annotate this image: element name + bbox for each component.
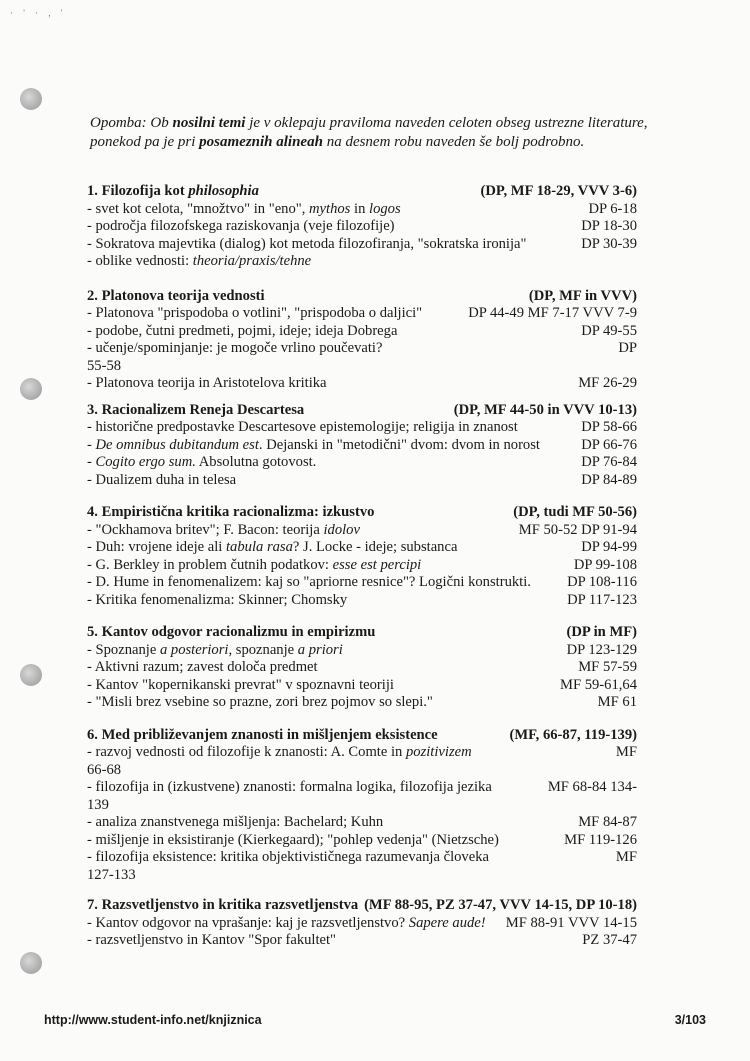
item-text-run: - Spoznanje bbox=[87, 641, 160, 658]
list-item bbox=[87, 832, 639, 850]
section-7 bbox=[87, 897, 639, 950]
list-item bbox=[87, 642, 639, 660]
item-text-run: - "Misli brez vsebine so prazne, zori brez pojmov so slepi." bbox=[87, 694, 433, 710]
section-literature-ref: (MF 88-95, PZ 37-47, VVV 14-15, DP 10-18) bbox=[364, 897, 637, 913]
section-heading bbox=[87, 402, 639, 420]
item-text-run: - "Ockhamova britev"; F. Bacon: teorija bbox=[87, 521, 324, 538]
item-text bbox=[87, 305, 422, 323]
item-page-ref: MF 59-61,64 bbox=[559, 676, 637, 693]
list-item bbox=[87, 472, 639, 490]
list-item bbox=[87, 694, 639, 712]
list-item bbox=[87, 305, 639, 323]
punch-hole bbox=[20, 664, 42, 686]
item-page-ref: MF 119-126 bbox=[564, 831, 637, 848]
note-text: je v oklepaju praviloma naveden celoten obseg ustrezne literature, ponekod pa je pri bbox=[90, 115, 648, 150]
item-text bbox=[87, 437, 540, 455]
item-text-run: - Platonova teorija in Aristotelova kritika bbox=[87, 375, 327, 391]
item-page-ref: MF bbox=[615, 744, 637, 760]
item-text-run: , spoznanje bbox=[228, 641, 298, 658]
item-text bbox=[87, 557, 421, 575]
item-text-run: - Kritika fenomenalizma: Skinner; Chomsky bbox=[87, 591, 348, 608]
note-paragraph bbox=[90, 114, 650, 152]
section-heading bbox=[87, 183, 639, 201]
item-page-ref: PZ 37-47 bbox=[582, 932, 637, 948]
item-text-run: - Kantov odgovor na vprašanje: kaj je razsvetljenstvo? bbox=[87, 914, 409, 931]
item-text-run: - področja filozofskega raziskovanja (veje filozofije) bbox=[87, 218, 395, 234]
item-text bbox=[87, 642, 343, 660]
section-heading bbox=[87, 624, 639, 642]
title-text: 7. Razsvetljenstvo in kritika razsvetljenstva bbox=[87, 897, 359, 913]
item-text-run: - razsvetljenstvo in Kantov "Spor fakultet" bbox=[87, 932, 337, 948]
item-text bbox=[87, 915, 486, 933]
item-text bbox=[87, 236, 526, 254]
section-heading bbox=[87, 504, 639, 522]
item-page-ref: DP 18-30 bbox=[581, 218, 637, 234]
item-text-run: - bbox=[87, 454, 96, 470]
item-text-run: a posteriori bbox=[159, 641, 229, 658]
item-page-ref: MF 50-52 DP 91-94 bbox=[518, 521, 637, 538]
item-text-run: - Dualizem duha in telesa bbox=[87, 471, 237, 488]
item-text bbox=[87, 849, 489, 867]
item-text bbox=[87, 659, 318, 677]
item-text-run: - historične predpostavke Descartesove epistemologije; religija in znanost bbox=[87, 419, 518, 435]
item-text-run: idolov bbox=[323, 521, 360, 538]
item-text-run: ? J. Locke - ideje; substanca bbox=[292, 539, 458, 555]
item-text-run: - razvoj vednosti od filozofije k znanosti: A. Comte in bbox=[87, 744, 406, 760]
item-text-run: logos bbox=[369, 200, 401, 217]
section-title bbox=[87, 727, 438, 745]
item-text-run: Cogito ergo sum. bbox=[95, 454, 196, 470]
item-text-run: - filozofija eksistence: kritika objektivističnega razumevanja človeka bbox=[87, 849, 489, 865]
section-literature-ref: (DP, MF in VVV) bbox=[528, 287, 637, 304]
section-literature-ref: (MF, 66-87, 119-139) bbox=[509, 726, 637, 743]
item-text-run: - D. Hume in fenomenalizem: kaj so "apriorne resnice"? Logični konstrukti. bbox=[87, 574, 531, 590]
item-text-run: - Kantov "kopernikanski prevrat" v spoznavni teoriji bbox=[87, 676, 394, 693]
list-item bbox=[87, 932, 639, 950]
item-page-ref: DP 58-66 bbox=[581, 419, 637, 435]
item-text-run: - Aktivni razum; zavest določa predmet bbox=[87, 659, 318, 675]
item-page-ref: DP 44-49 MF 7-17 VVV 7-9 bbox=[468, 305, 637, 321]
note-text: nosilni temi bbox=[172, 115, 246, 131]
item-page-ref: MF 68-84 134- bbox=[547, 779, 637, 795]
list-item bbox=[87, 574, 639, 592]
item-text-run: pozitivizem bbox=[405, 744, 472, 760]
item-text-run: a priori bbox=[297, 641, 343, 658]
item-text-run: theoria/praxis/tehne bbox=[192, 253, 312, 269]
list-item bbox=[87, 557, 639, 575]
section-literature-ref: (DP in MF) bbox=[566, 624, 637, 640]
list-item bbox=[87, 419, 639, 437]
note-text: Opomba: Ob bbox=[90, 115, 173, 131]
item-text-run: - Platonova "prispodoba o votlini", "prispodoba o daljici" bbox=[87, 305, 423, 321]
item-text-run: - učenje/spominjanje: je mogoče vrlino poučevati? bbox=[87, 340, 383, 356]
syllabus-content bbox=[87, 183, 639, 950]
item-text-run: - mišljenje in eksistiranje (Kierkegaard); "pohlep vedenja" (Nietzsche) bbox=[87, 831, 499, 848]
item-text-run: - Sokratova majevtika (dialog) kot metoda filozofiranja, "sokratska ironija" bbox=[87, 235, 527, 252]
item-text bbox=[87, 340, 382, 358]
section-heading bbox=[87, 288, 639, 306]
footer-url-link[interactable]: http://www.student-info.net/knjiznica bbox=[44, 1013, 262, 1027]
item-text bbox=[87, 574, 531, 592]
section-5 bbox=[87, 624, 639, 712]
section-literature-ref: (DP, tudi MF 50-56) bbox=[513, 504, 637, 520]
item-page-ref-continuation: 139 bbox=[87, 796, 109, 813]
item-page-ref bbox=[637, 253, 639, 271]
item-page-ref: DP 49-55 bbox=[581, 322, 637, 339]
title-text: 4. Empiristična kritika racionalizma: izkustvo bbox=[87, 504, 375, 520]
item-text-run: - filozofija in (izkustvene) znanosti: formalna logika, filozofija jezika bbox=[87, 779, 492, 795]
section-literature-ref: (DP, MF 44-50 in VVV 10-13) bbox=[453, 401, 637, 418]
item-text-run: mythos bbox=[309, 200, 351, 217]
list-item bbox=[87, 779, 639, 797]
punch-hole bbox=[20, 88, 42, 110]
item-page-ref: MF 61 bbox=[597, 694, 637, 710]
note-text: posameznih alineah bbox=[199, 134, 323, 150]
section-title bbox=[87, 504, 374, 522]
list-item bbox=[87, 915, 639, 933]
item-text bbox=[87, 677, 394, 695]
item-text bbox=[87, 472, 236, 490]
title-text: 1. Filozofija kot bbox=[87, 183, 189, 199]
item-page-ref: DP 84-89 bbox=[581, 471, 637, 488]
section-title bbox=[87, 897, 358, 915]
item-page-ref: DP 99-108 bbox=[573, 556, 637, 573]
item-text bbox=[87, 779, 492, 797]
item-page-ref: DP 123-129 bbox=[566, 641, 637, 658]
title-text: 3. Racionalizem Reneja Descartesa bbox=[87, 401, 305, 418]
section-2 bbox=[87, 288, 639, 393]
list-item bbox=[87, 454, 639, 472]
item-page-ref: MF bbox=[615, 849, 637, 865]
item-text-run: De omnibus dubitandum est bbox=[95, 436, 259, 453]
item-text bbox=[87, 814, 383, 832]
list-item bbox=[87, 437, 639, 455]
list-item bbox=[87, 659, 639, 677]
item-page-ref-continuation: 55-58 bbox=[87, 357, 122, 374]
list-item bbox=[87, 340, 639, 358]
item-text bbox=[87, 218, 395, 236]
list-item bbox=[87, 849, 639, 867]
item-page-ref: DP 94-99 bbox=[581, 539, 637, 555]
item-text bbox=[87, 522, 360, 540]
item-text bbox=[87, 832, 499, 850]
item-page-ref-continuation: 127-133 bbox=[87, 866, 136, 883]
item-text-run: tabula rasa bbox=[226, 539, 293, 555]
section-6 bbox=[87, 727, 639, 885]
list-item bbox=[87, 592, 639, 610]
section-title bbox=[87, 624, 375, 642]
item-text bbox=[87, 744, 472, 762]
title-text: 6. Med približevanjem znanosti in mišljenjem eksistence bbox=[87, 726, 438, 743]
item-text bbox=[87, 454, 316, 472]
section-heading bbox=[87, 727, 639, 745]
page-footer bbox=[44, 1013, 706, 1027]
item-text bbox=[87, 932, 336, 950]
title-text: 5. Kantov odgovor racionalizmu in empirizmu bbox=[87, 624, 376, 640]
item-text bbox=[87, 539, 457, 557]
punch-hole bbox=[20, 952, 42, 974]
list-item bbox=[87, 201, 639, 219]
scan-specks: · ' · , ' bbox=[10, 8, 67, 18]
item-page-ref-continuation: 66-68 bbox=[87, 761, 122, 778]
item-text-run: - G. Berkley in problem čutnih podatkov: bbox=[87, 556, 333, 573]
item-page-ref: DP 30-39 bbox=[581, 235, 637, 252]
item-text-run: - bbox=[87, 436, 96, 453]
item-text bbox=[87, 201, 401, 219]
item-text-run: - analiza znanstvenega mišljenja: Bachelard; Kuhn bbox=[87, 814, 384, 830]
section-3 bbox=[87, 402, 639, 490]
section-title bbox=[87, 402, 304, 420]
item-text-run: - podobe, čutni predmeti, pojmi, ideje; ideja Dobrega bbox=[87, 322, 398, 339]
page-number: 3/103 bbox=[674, 1013, 706, 1027]
item-text bbox=[87, 375, 327, 393]
title-text: philosophia bbox=[188, 183, 259, 199]
list-item bbox=[87, 218, 639, 236]
list-item bbox=[87, 236, 639, 254]
note-text: na desnem robu naveden še bolj podrobno. bbox=[322, 134, 585, 150]
list-item bbox=[87, 539, 639, 557]
list-item bbox=[87, 375, 639, 393]
list-item bbox=[87, 744, 639, 762]
item-text bbox=[87, 419, 518, 437]
item-text bbox=[87, 694, 433, 712]
section-title bbox=[87, 183, 259, 201]
item-text bbox=[87, 323, 397, 341]
item-page-ref: MF 84-87 bbox=[578, 814, 637, 830]
section-4 bbox=[87, 504, 639, 609]
punch-hole bbox=[20, 378, 42, 400]
item-text bbox=[87, 253, 311, 271]
item-page-ref: MF 26-29 bbox=[578, 375, 637, 391]
section-literature-ref: (DP, MF 18-29, VVV 3-6) bbox=[480, 183, 637, 199]
item-text-run: - Duh: vrojene ideje ali bbox=[87, 539, 226, 555]
item-page-ref: DP 66-76 bbox=[581, 436, 637, 453]
item-page-ref: MF 88-91 VVV 14-15 bbox=[505, 914, 637, 931]
list-item bbox=[87, 814, 639, 832]
item-text-run: Sapere aude! bbox=[408, 914, 486, 931]
item-text-run: - svet kot celota, "množtvo" in "eno", bbox=[87, 200, 310, 217]
section-1 bbox=[87, 183, 639, 271]
item-page-ref: DP 6-18 bbox=[588, 200, 637, 217]
title-text: 2. Platonova teorija vednosti bbox=[87, 287, 265, 304]
item-page-ref: DP 76-84 bbox=[581, 454, 637, 470]
list-item bbox=[87, 323, 639, 341]
item-text bbox=[87, 592, 347, 610]
item-text-run: Absolutna gotovost. bbox=[195, 454, 317, 470]
item-page-ref: DP bbox=[618, 340, 637, 356]
item-text-run: esse est percipi bbox=[332, 556, 422, 573]
list-item bbox=[87, 522, 639, 540]
list-item bbox=[87, 253, 639, 271]
item-page-ref: DP 108-116 bbox=[567, 574, 637, 590]
item-page-ref: DP 117-123 bbox=[567, 591, 637, 608]
section-heading bbox=[87, 897, 639, 915]
item-text-run: in bbox=[350, 200, 370, 217]
item-text-run: - oblike vednosti: bbox=[87, 253, 193, 269]
list-item bbox=[87, 677, 639, 695]
section-title bbox=[87, 288, 265, 306]
item-text-run: . Dejanski in "metodični" dvom: dvom in norost bbox=[258, 436, 540, 453]
item-page-ref: MF 57-59 bbox=[578, 659, 637, 675]
